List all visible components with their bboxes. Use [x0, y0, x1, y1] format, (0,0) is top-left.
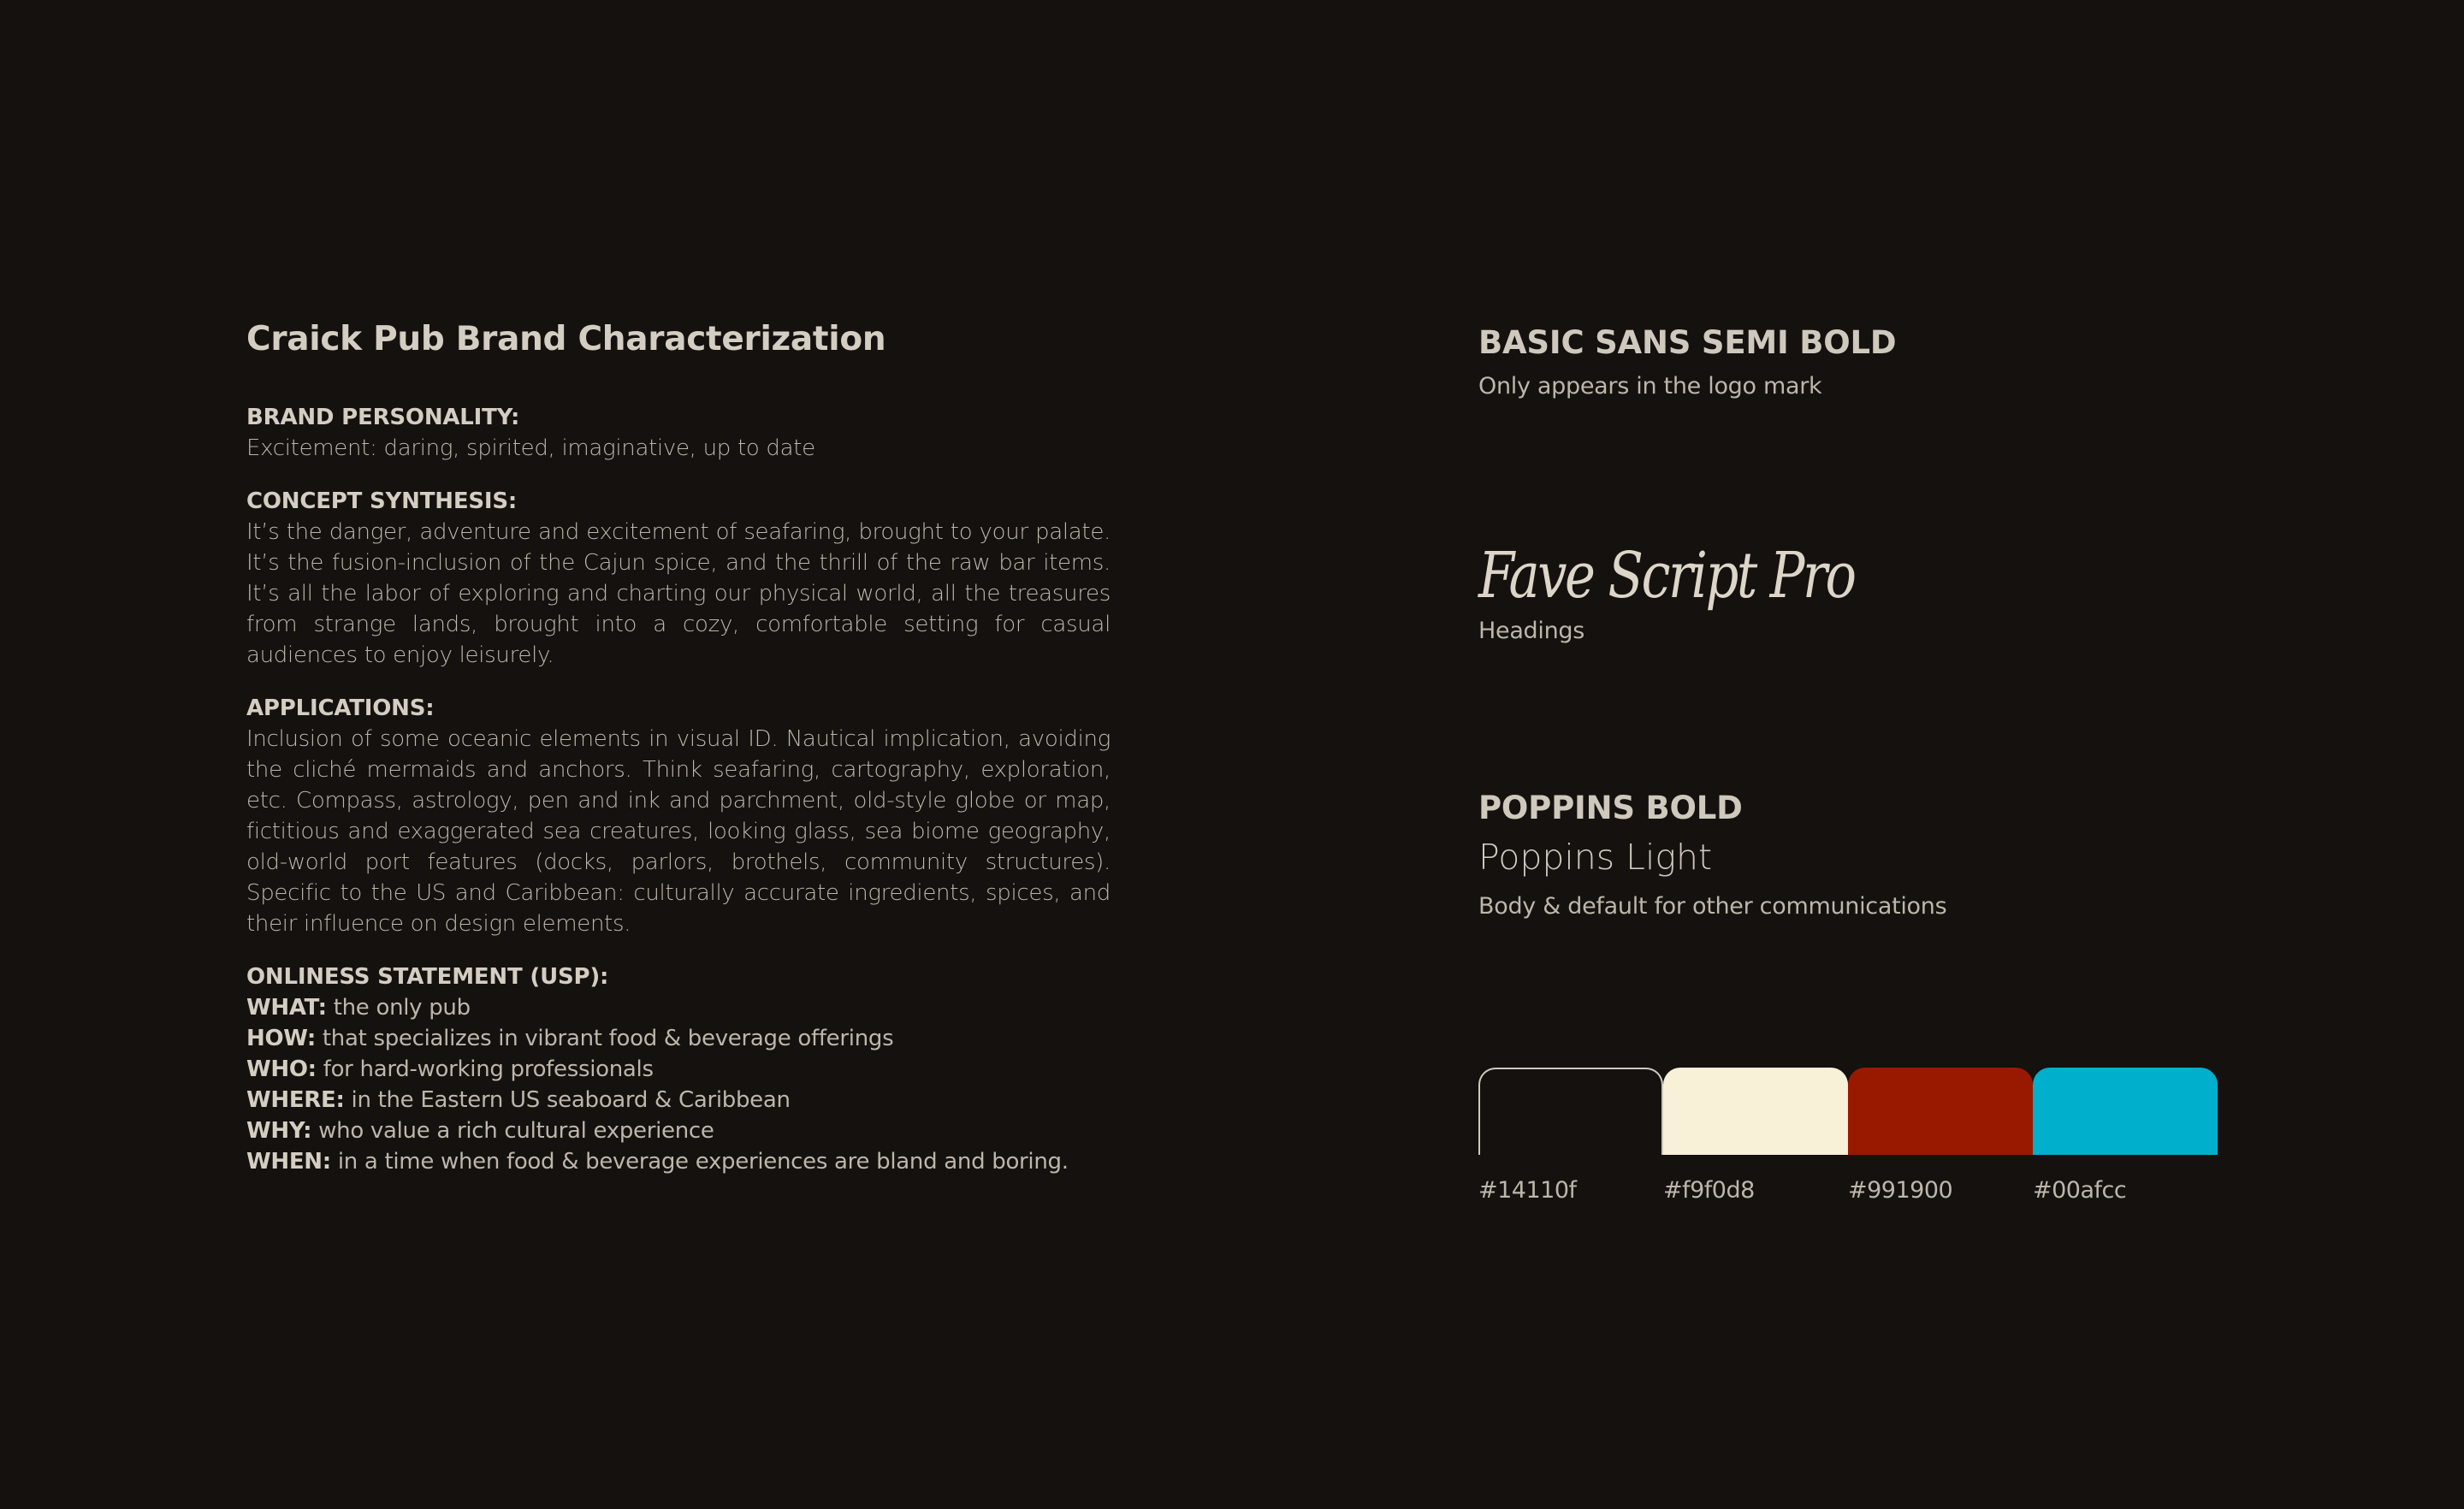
- applications-section: [246, 693, 1111, 939]
- applications-heading: APPLICATIONS:: [246, 695, 435, 721]
- color-hex-label: #14110f: [1478, 1177, 1577, 1204]
- usp-label: WHO:: [246, 1056, 317, 1082]
- applications-text: Inclusion of some oceanic elements in visual ID. Nautical implication, avoiding the cliché mermaids and anchors. Think seafaring, cartography, exploration, etc. Compass, astrology, pen and ink and parchment, old-style globe or map, fictitious and exaggerated sea creatures, looking glass, sea biome geography, old-world port features (docks, parlors, brothels, community structures). Specific to the US and Caribbean: culturally accurate ingredients, spices, and their influence on design elements.: [246, 726, 1111, 937]
- usp-how: [246, 1023, 1111, 1054]
- usp-when: [246, 1146, 1111, 1177]
- font-basic-sans: [1478, 323, 1896, 404]
- color-hex-label: #991900: [1848, 1177, 1953, 1204]
- font-fave-script: [1478, 539, 1937, 648]
- usp-where: [246, 1085, 1111, 1115]
- font-caption: Only appears in the logo mark: [1478, 373, 1822, 399]
- usp-text: who value a rich cultural experience: [311, 1118, 714, 1144]
- usp-what: [246, 992, 1111, 1023]
- brand-personality-heading: BRAND PERSONALITY:: [246, 405, 520, 430]
- font-poppins: [1478, 789, 1946, 924]
- concept-synthesis-section: [246, 486, 1111, 671]
- brand-characterization: [246, 315, 1111, 1199]
- color-swatch-red: [1848, 1068, 2033, 1155]
- usp-heading: ONLINESS STATEMENT (USP):: [246, 964, 609, 990]
- usp-text: that specializes in vibrant food & beverage offerings: [315, 1026, 894, 1051]
- color-hex-label: #00afcc: [2033, 1177, 2127, 1204]
- font-caption: Headings: [1478, 618, 1585, 644]
- usp-label: WHERE:: [246, 1087, 345, 1113]
- usp-why: [246, 1115, 1111, 1146]
- usp-text: for hard-working professionals: [316, 1056, 654, 1082]
- font-name: BASIC SANS SEMI BOLD: [1478, 324, 1897, 361]
- usp-label: HOW:: [246, 1026, 316, 1051]
- usp-label: WHAT:: [246, 995, 327, 1021]
- color-swatch-black: [1478, 1068, 1663, 1155]
- page-title: Craick Pub Brand Characterization: [246, 320, 886, 358]
- usp-who: [246, 1054, 1111, 1085]
- usp-text: in a time when food & beverage experiences are bland and boring.: [330, 1149, 1069, 1175]
- usp-label: WHEN:: [246, 1149, 331, 1175]
- color-swatch-cream: [1663, 1068, 1848, 1155]
- usp-text: in the Eastern US seaboard & Caribbean: [344, 1087, 791, 1113]
- font-caption: Body & default for other communications: [1478, 893, 1947, 920]
- font-name-bold: POPPINS BOLD: [1478, 790, 1743, 826]
- usp-label: WHY:: [246, 1118, 312, 1144]
- brand-personality-section: [246, 402, 1111, 464]
- color-swatch-cyan: [2033, 1068, 2218, 1155]
- color-hex-label: #f9f0d8: [1663, 1177, 1755, 1204]
- color-palette: [1478, 1068, 2218, 1155]
- font-name-light: Poppins Light: [1478, 837, 1713, 878]
- concept-synthesis-text: It’s the danger, adventure and excitement of seafaring, brought to your palate. It’s the fusion-inclusion of the Cajun spice, and the thrill of the raw bar items. It’s all the labor of exploring and charting our physical world, all the treasures from strange lands, brought into a cozy, comfortable setting for casual audiences to enjoy leisurely.: [246, 519, 1111, 668]
- brand-personality-text: Excitement: daring, spirited, imaginative, up to date: [246, 435, 815, 461]
- concept-synthesis-heading: CONCEPT SYNTHESIS:: [246, 488, 518, 514]
- font-name-script-specimen: Fave Script Pro: [1478, 539, 1855, 612]
- usp-text: the only pub: [326, 995, 471, 1021]
- usp-section: [246, 962, 1111, 1177]
